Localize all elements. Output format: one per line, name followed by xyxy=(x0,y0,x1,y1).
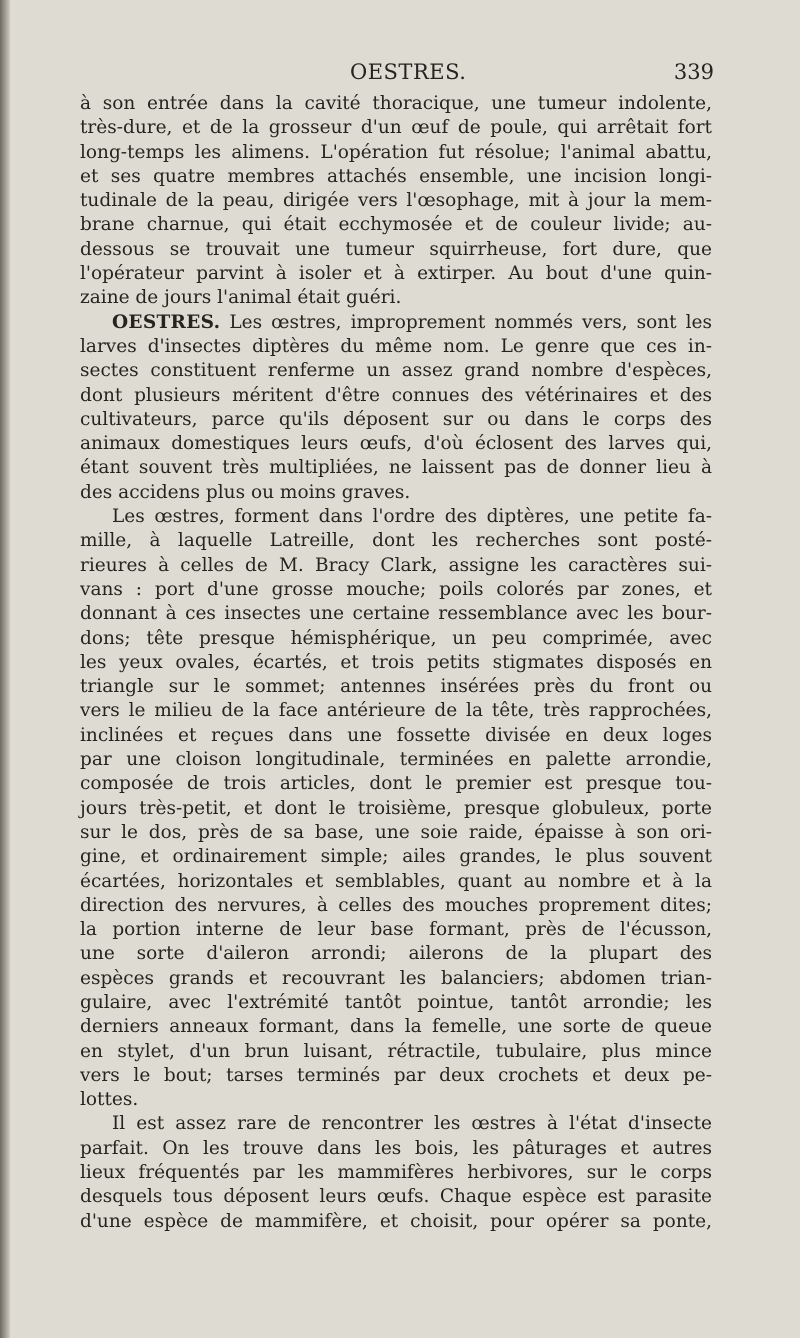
text-line: donnant à ces insectes une certaine ressemblance avec les bour- xyxy=(80,603,712,625)
text-line: gine, et ordinairement simple; ailes grandes, le plus souvent xyxy=(80,846,712,868)
text-line: des accidens plus ou moins graves. xyxy=(80,481,411,503)
text-line: dessous se trouvait une tumeur squirrheuse, fort dure, que xyxy=(80,238,712,260)
text-line: sectes constituent renferme un assez grand nombre d'espèces, xyxy=(80,360,712,382)
text-line: vans : port d'une grosse mouche; poils colorés par zones, et xyxy=(80,578,712,600)
entry-first-line-text: Les œstres, improprement nommés vers, sont les xyxy=(220,311,712,333)
text-line: mille, à laquelle Latreille, dont les recherches sont posté- xyxy=(80,530,712,552)
text-line: tudinale de la peau, dirigée vers l'œsophage, mit à jour la mem- xyxy=(80,190,712,212)
text-line: cultivateurs, parce qu'ils déposent sur ou dans le corps des xyxy=(80,408,712,430)
paragraph-tumour-case xyxy=(80,92,712,311)
text-line: larves d'insectes diptères du même nom. Le genre que ces in- xyxy=(80,335,712,357)
text-line: très-dure, et de la grosseur d'un œuf de poule, qui arrêtait fort xyxy=(80,117,712,139)
text-line: par une cloison longitudinale, terminées en palette arrondie, xyxy=(80,749,712,771)
text-line: Les œstres, forment dans l'ordre des diptères, une petite fa- xyxy=(112,506,712,528)
text-line: vers le bout; tarses terminés par deux crochets et deux pe- xyxy=(80,1064,712,1086)
text-line: parfait. On les trouve dans les bois, les pâturages et autres xyxy=(80,1137,712,1159)
text-line: lottes. xyxy=(80,1089,139,1111)
text-line: étant souvent très multipliées, ne laissent pas de donner lieu à xyxy=(80,457,712,479)
entry-first-line xyxy=(80,311,712,335)
paragraph-oestres-entry xyxy=(80,311,712,505)
body-text xyxy=(80,92,712,1234)
text-line: long-temps les alimens. L'opération fut résolue; l'animal abattu, xyxy=(80,141,712,163)
text-line: sur le dos, près de sa base, une soie raide, épaisse à son ori- xyxy=(80,821,712,843)
text-line: brane charnue, qui était ecchymosée et de couleur livide; au- xyxy=(80,214,712,236)
text-line: animaux domestiques leurs œufs, d'où éclosent des larves qui, xyxy=(80,433,712,455)
text-line: derniers anneaux formant, dans la femelle, une sorte de queue xyxy=(80,1016,712,1038)
text-line: zaine de jours l'animal était guéri. xyxy=(80,287,402,309)
paragraph-rarity xyxy=(80,1112,712,1233)
text-line: inclinées et reçues dans une fossette divisée en deux loges xyxy=(80,724,712,746)
text-line: en stylet, d'un brun luisant, rétractile, tubulaire, plus mince xyxy=(80,1040,712,1062)
text-line: une sorte d'aileron arrondi; ailerons de la plupart des xyxy=(80,943,712,965)
text-line: composée de trois articles, dont le premier est presque tou- xyxy=(80,773,712,795)
text-line: les yeux ovales, écartés, et trois petits stigmates disposés en xyxy=(80,651,712,673)
text-line: dont plusieurs méritent d'être connues des vétérinaires et des xyxy=(80,384,712,406)
text-line: espèces grands et recouvrant les balanciers; abdomen trian- xyxy=(80,967,712,989)
text-line: Il est assez rare de rencontrer les œstres à l'état d'insecte xyxy=(112,1113,712,1135)
text-line: lieux fréquentés par les mammifères herbivores, sur le corps xyxy=(80,1162,712,1184)
text-line: écartées, horizontales et semblables, quant au nombre et à la xyxy=(80,870,712,892)
text-line: vers le milieu de la face antérieure de la tête, très rapprochées, xyxy=(80,700,712,722)
text-line: direction des nervures, à celles des mouches proprement dites; xyxy=(80,894,712,916)
text-line: l'opérateur parvint à isoler et à extirper. Au bout d'une quin- xyxy=(80,263,712,285)
text-line: gulaire, avec l'extrémité tantôt pointue, tantôt arrondie; les xyxy=(80,991,712,1013)
text-line: à son entrée dans la cavité thoracique, une tumeur indolente, xyxy=(80,93,712,114)
running-head: OESTRES. xyxy=(350,60,467,84)
entry-headword: OESTRES. xyxy=(112,311,221,333)
text-line: jours très-petit, et dont le troisième, presque globuleux, porte xyxy=(80,797,712,819)
page-header xyxy=(78,58,714,88)
page-spine-shadow xyxy=(0,0,10,1338)
text-line: dons; tête presque hémisphérique, un peu comprimée, avec xyxy=(80,627,712,649)
text-line: d'une espèce de mammifère, et choisit, pour opérer sa ponte, xyxy=(80,1210,712,1232)
text-line: et ses quatre membres attachés ensemble, une incision longi- xyxy=(80,165,712,187)
page-number: 339 xyxy=(673,60,714,84)
paragraph-characters xyxy=(80,505,712,1112)
text-line: desquels tous déposent leurs œufs. Chaque espèce est parasite xyxy=(80,1186,712,1208)
text-line: la portion interne de leur base formant, près de l'écusson, xyxy=(80,919,712,941)
text-line: triangle sur le sommet; antennes insérées près du front ou xyxy=(80,676,712,698)
text-line: rieures à celles de M. Bracy Clark, assigne les caractères sui- xyxy=(80,554,712,576)
